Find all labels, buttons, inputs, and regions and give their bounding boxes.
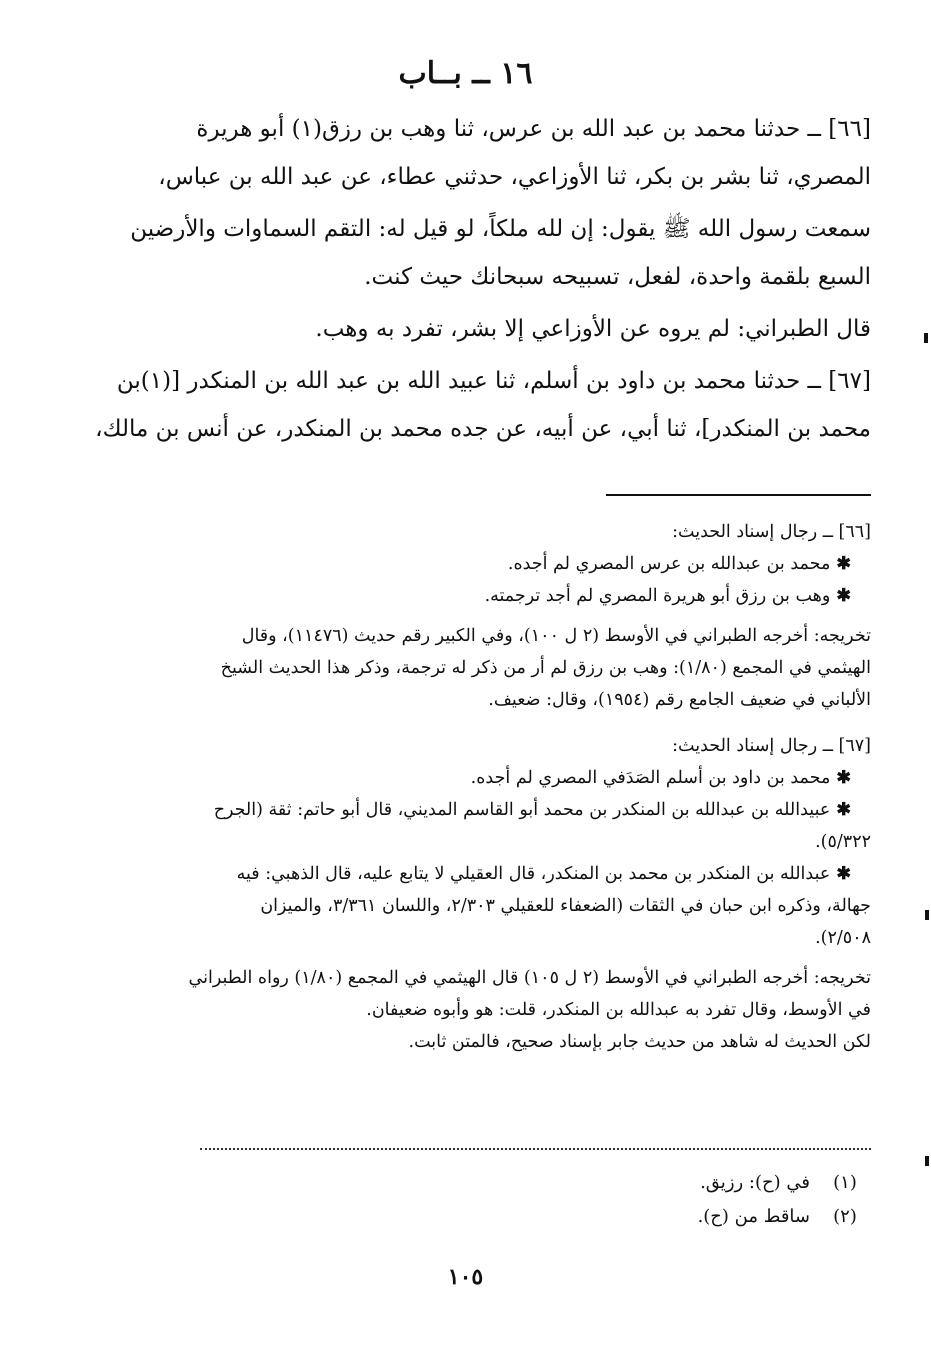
notes-67-takhrij-line: تخريجه: أخرجه الطبراني في الأوسط (٢ ل ١٠٥) قال الهيثمي في المجمع (١/٨٠) رواه الطبراني [188, 968, 871, 988]
notes-67-takhrij-line: لكن الحديث له شاهد من حديث جابر بإسناد صحيح، فالمتن ثابت. [408, 1032, 871, 1052]
footnote [200, 1200, 880, 1234]
notes-66-item [66, 548, 871, 580]
footnotes [200, 1166, 880, 1234]
notes-66-item [66, 580, 871, 612]
notes-67-item-continuation: ٢/٥٠٨). [815, 928, 871, 948]
bullet-star-icon: ✱ [836, 800, 851, 820]
notes-67-item-continuation: ٥/٣٢٢). [815, 832, 871, 852]
notes-66-takhrij-line: الألباني في ضعيف الجامع رقم (١٩٥٤)، وقال: ضعيف. [488, 690, 871, 710]
hadith-66-text-1: سمعت رسول الله ﷺ يقول: إن لله ملكاً، لو قيل له: التقم السماوات والأرضين [130, 216, 871, 242]
footnote-number: (١) [833, 1172, 857, 1193]
notes-67-item-continuation: جهالة، وذكره ابن حبان في الثقات (الضعفاء للعقيلي ٢/٣٠٣، واللسان ٣/٣٦١، والميزان [260, 896, 871, 916]
hadith-66-comment: قال الطبراني: لم يروه عن الأوزاعي إلا بشر، تفرد به وهب. [315, 316, 871, 342]
main-text [66, 108, 871, 456]
bullet-star-icon: ✱ [836, 554, 851, 574]
footnote-text: ساقط من (ح). [697, 1206, 810, 1227]
hadith-67-line-1: [٦٧] ــ حدثنا محمد بن داود بن أسلم، ثنا عبيد الله بن عبد الله بن المنكدر [(١)بن [116, 368, 871, 394]
notes-66-item-text: محمد بن عبدالله بن عرس المصري لم أجده. [507, 554, 831, 574]
notes-67-item [66, 794, 871, 826]
notes-67-item [66, 858, 871, 890]
scan-edge-mark [925, 1156, 929, 1166]
chapter-title: ١٦ ــ بــاب [398, 56, 533, 91]
notes-66-item-text: وهب بن رزق أبو هريرة المصري لم أجد ترجمته. [484, 586, 831, 606]
footnotes-divider [200, 1148, 871, 1150]
notes-67-item [66, 762, 871, 794]
notes-67-item-text: عبيدالله بن عبدالله بن المنكدر بن محمد أبو القاسم المديني، قال أبو حاتم: ثقة (الجرح [213, 800, 831, 820]
scan-edge-mark [925, 910, 929, 920]
bullet-star-icon: ✱ [836, 768, 851, 788]
hadith-66-line-2: المصري، ثنا بشر بن بكر، ثنا الأوزاعي، حدثني عطاء، عن عبد الله بن عباس، [158, 164, 871, 190]
notes-66-takhrij-line: تخريجه: أخرجه الطبراني في الأوسط (٢ ل ١٠٠)، وفي الكبير رقم حديث (١١٤٧٦)، وقال [241, 626, 871, 646]
scan-edge-mark [924, 333, 928, 343]
notes-section [66, 512, 871, 1058]
hadith-66-line-1: [٦٦] ــ حدثنا محمد بن عبد الله بن عرس، ثنا وهب بن رزق(١) أبو هريرة [196, 116, 871, 142]
footnote-text: في (ح): رزيق. [700, 1172, 810, 1193]
bullet-star-icon: ✱ [836, 864, 851, 884]
bullet-star-icon: ✱ [836, 586, 851, 606]
notes-67-item-text: عبدالله بن المنكدر بن محمد بن المنكدر، قال العقيلي لا يتابع عليه، قال الذهبي: فيه [236, 864, 831, 884]
hadith-66-text-2: السبع بلقمة واحدة، لفعل، تسبيحه سبحانك حيث كنت. [364, 264, 871, 290]
notes-67-item-text: محمد بن داود بن أسلم الصَدَفي المصري لم أجده. [470, 768, 831, 788]
hadith-67-line-2: محمد بن المنكدر]، ثنا أبي، عن أبيه، عن جده محمد بن المنكدر، عن أنس بن مالك، [95, 416, 871, 442]
page-number: ١٠٥ [447, 1264, 484, 1290]
notes-divider [606, 494, 871, 496]
notes-66-heading: [٦٦] ــ رجال إسناد الحديث: [672, 522, 871, 542]
notes-67-takhrij-line: في الأوسط، وقال تفرد به عبدالله بن المنكدر، قلت: هو وأبوه ضعيفان. [366, 1000, 871, 1020]
notes-67-heading: [٦٧] ــ رجال إسناد الحديث: [672, 736, 871, 756]
notes-66-takhrij-line: الهيثمي في المجمع (١/٨٠): وهب بن رزق لم أر من ذكر له ترجمة، وذكر هذا الحديث الشيخ [220, 658, 871, 678]
footnote-number: (٢) [833, 1206, 857, 1227]
footnote [200, 1166, 880, 1200]
